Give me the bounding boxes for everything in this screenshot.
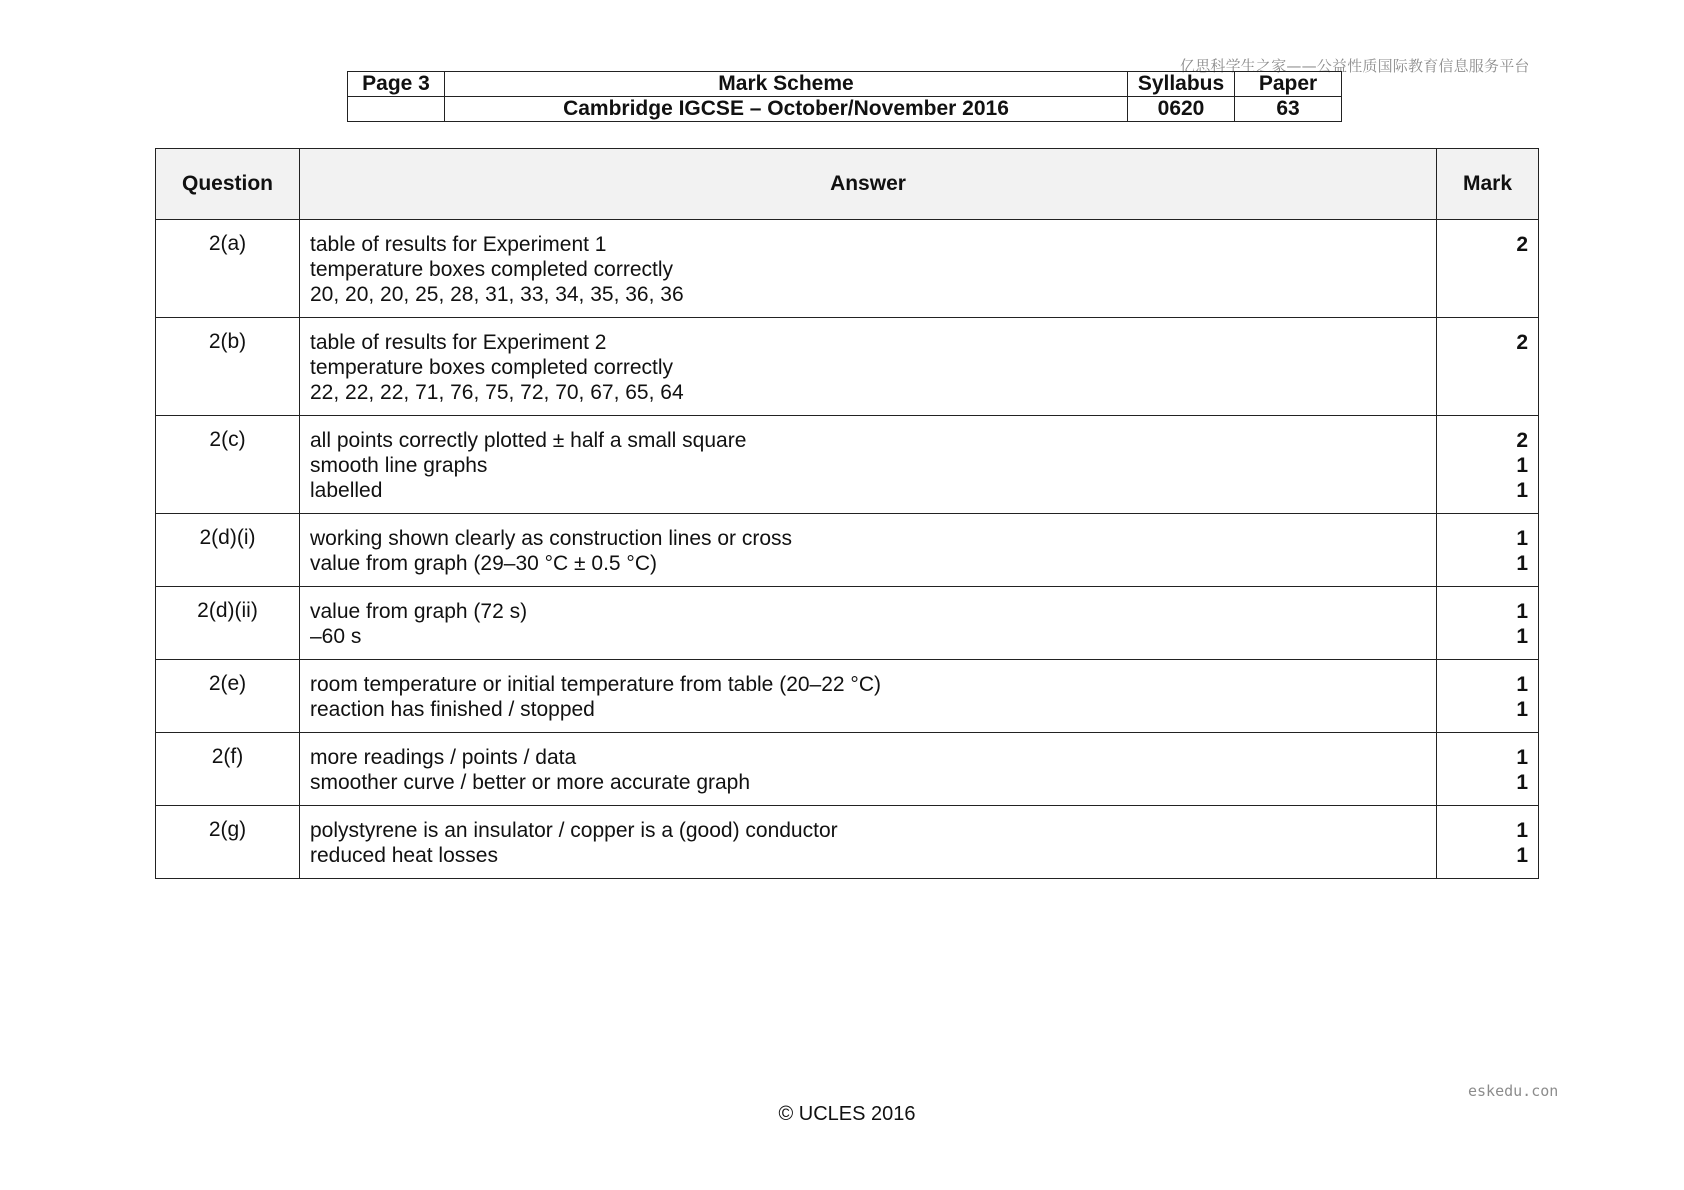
table-row: [156, 733, 1539, 806]
question-number: 2(g): [156, 806, 300, 879]
table-row: [156, 806, 1539, 879]
paper-label: Paper: [1235, 72, 1342, 97]
mark-value: 1: [1516, 746, 1528, 769]
mark-value: 1: [1516, 771, 1528, 794]
mark-value: 1: [1516, 698, 1528, 721]
mark-cell: [1437, 318, 1539, 416]
mark-value: 1: [1516, 527, 1528, 550]
page-blank-cell: [348, 97, 445, 122]
answer-cell: [300, 514, 1437, 587]
mark-scheme-table: [155, 148, 1539, 879]
copyright-footer: © UCLES 2016: [778, 1103, 916, 1125]
mark-cell: [1437, 806, 1539, 879]
syllabus-label: Syllabus: [1128, 72, 1235, 97]
table-row: [156, 416, 1539, 514]
answer-cell: [300, 660, 1437, 733]
answer-cell: [300, 416, 1437, 514]
question-number: 2(a): [156, 220, 300, 318]
mark-cell: [1437, 733, 1539, 806]
answer-line: temperature boxes completed correctly: [310, 356, 673, 379]
watermark-top: 亿思科学生之家——公益性质国际教育信息服务平台: [1180, 57, 1530, 75]
mark-value: 1: [1516, 479, 1528, 502]
answer-line: value from graph (29–30 °C ± 0.5 °C): [310, 552, 657, 575]
answer-cell: [300, 587, 1437, 660]
answer-line: table of results for Experiment 2: [310, 331, 607, 354]
answer-line: room temperature or initial temperature from table (20–22 °C): [310, 673, 881, 696]
document-title: Mark Scheme: [445, 72, 1128, 97]
header-table: [347, 71, 1342, 122]
answer-line: polystyrene is an insulator / copper is a (good) conductor: [310, 819, 838, 842]
mark-cell: [1437, 220, 1539, 318]
mark-value: 2: [1516, 233, 1528, 256]
table-row: [156, 220, 1539, 318]
question-number: 2(c): [156, 416, 300, 514]
answer-line: working shown clearly as construction lines or cross: [310, 527, 793, 550]
table-row: [156, 318, 1539, 416]
mark-column-header: Mark: [1437, 149, 1539, 220]
answer-line: reaction has finished / stopped: [310, 698, 595, 721]
question-number: 2(f): [156, 733, 300, 806]
answer-line: smoother curve / better or more accurate graph: [310, 771, 751, 794]
table-row: [156, 660, 1539, 733]
answer-column-header: Answer: [300, 149, 1437, 220]
paper-number: 63: [1235, 97, 1342, 122]
exam-title: Cambridge IGCSE – October/November 2016: [445, 97, 1128, 122]
mark-value: 1: [1516, 844, 1528, 867]
mark-value: 1: [1516, 552, 1528, 575]
answer-line: 22, 22, 22, 71, 76, 75, 72, 70, 67, 65, 64: [310, 381, 684, 404]
mark-value: 1: [1516, 600, 1528, 623]
answer-line: temperature boxes completed correctly: [310, 258, 673, 281]
table-row: [156, 514, 1539, 587]
answer-cell: [300, 318, 1437, 416]
answer-line: smooth line graphs: [310, 454, 488, 477]
question-number: 2(b): [156, 318, 300, 416]
answer-cell: [300, 733, 1437, 806]
mark-value: 1: [1516, 819, 1528, 842]
question-number: 2(d)(ii): [156, 587, 300, 660]
table-row: [156, 587, 1539, 660]
mark-value: 1: [1516, 625, 1528, 648]
syllabus-code: 0620: [1128, 97, 1235, 122]
question-column-header: Question: [156, 149, 300, 220]
mark-value: 2: [1516, 429, 1528, 452]
mark-value: 1: [1516, 454, 1528, 477]
mark-cell: [1437, 660, 1539, 733]
answer-line: –60 s: [310, 625, 362, 648]
mark-cell: [1437, 514, 1539, 587]
mark-value: 2: [1516, 331, 1528, 354]
watermark-bottom: eskedu.con: [1468, 1082, 1559, 1100]
answer-line: reduced heat losses: [310, 844, 498, 867]
mark-cell: [1437, 587, 1539, 660]
answer-line: labelled: [310, 479, 383, 502]
question-number: 2(e): [156, 660, 300, 733]
answer-line: more readings / points / data: [310, 746, 577, 769]
answer-line: all points correctly plotted ± half a small square: [310, 429, 747, 452]
answer-line: value from graph (72 s): [310, 600, 528, 623]
mark-value: 1: [1516, 673, 1528, 696]
answer-cell: [300, 220, 1437, 318]
page-number: Page 3: [348, 72, 445, 97]
mark-cell: [1437, 416, 1539, 514]
answer-line: table of results for Experiment 1: [310, 233, 607, 256]
answer-cell: [300, 806, 1437, 879]
question-number: 2(d)(i): [156, 514, 300, 587]
answer-line: 20, 20, 20, 25, 28, 31, 33, 34, 35, 36, 36: [310, 283, 684, 306]
